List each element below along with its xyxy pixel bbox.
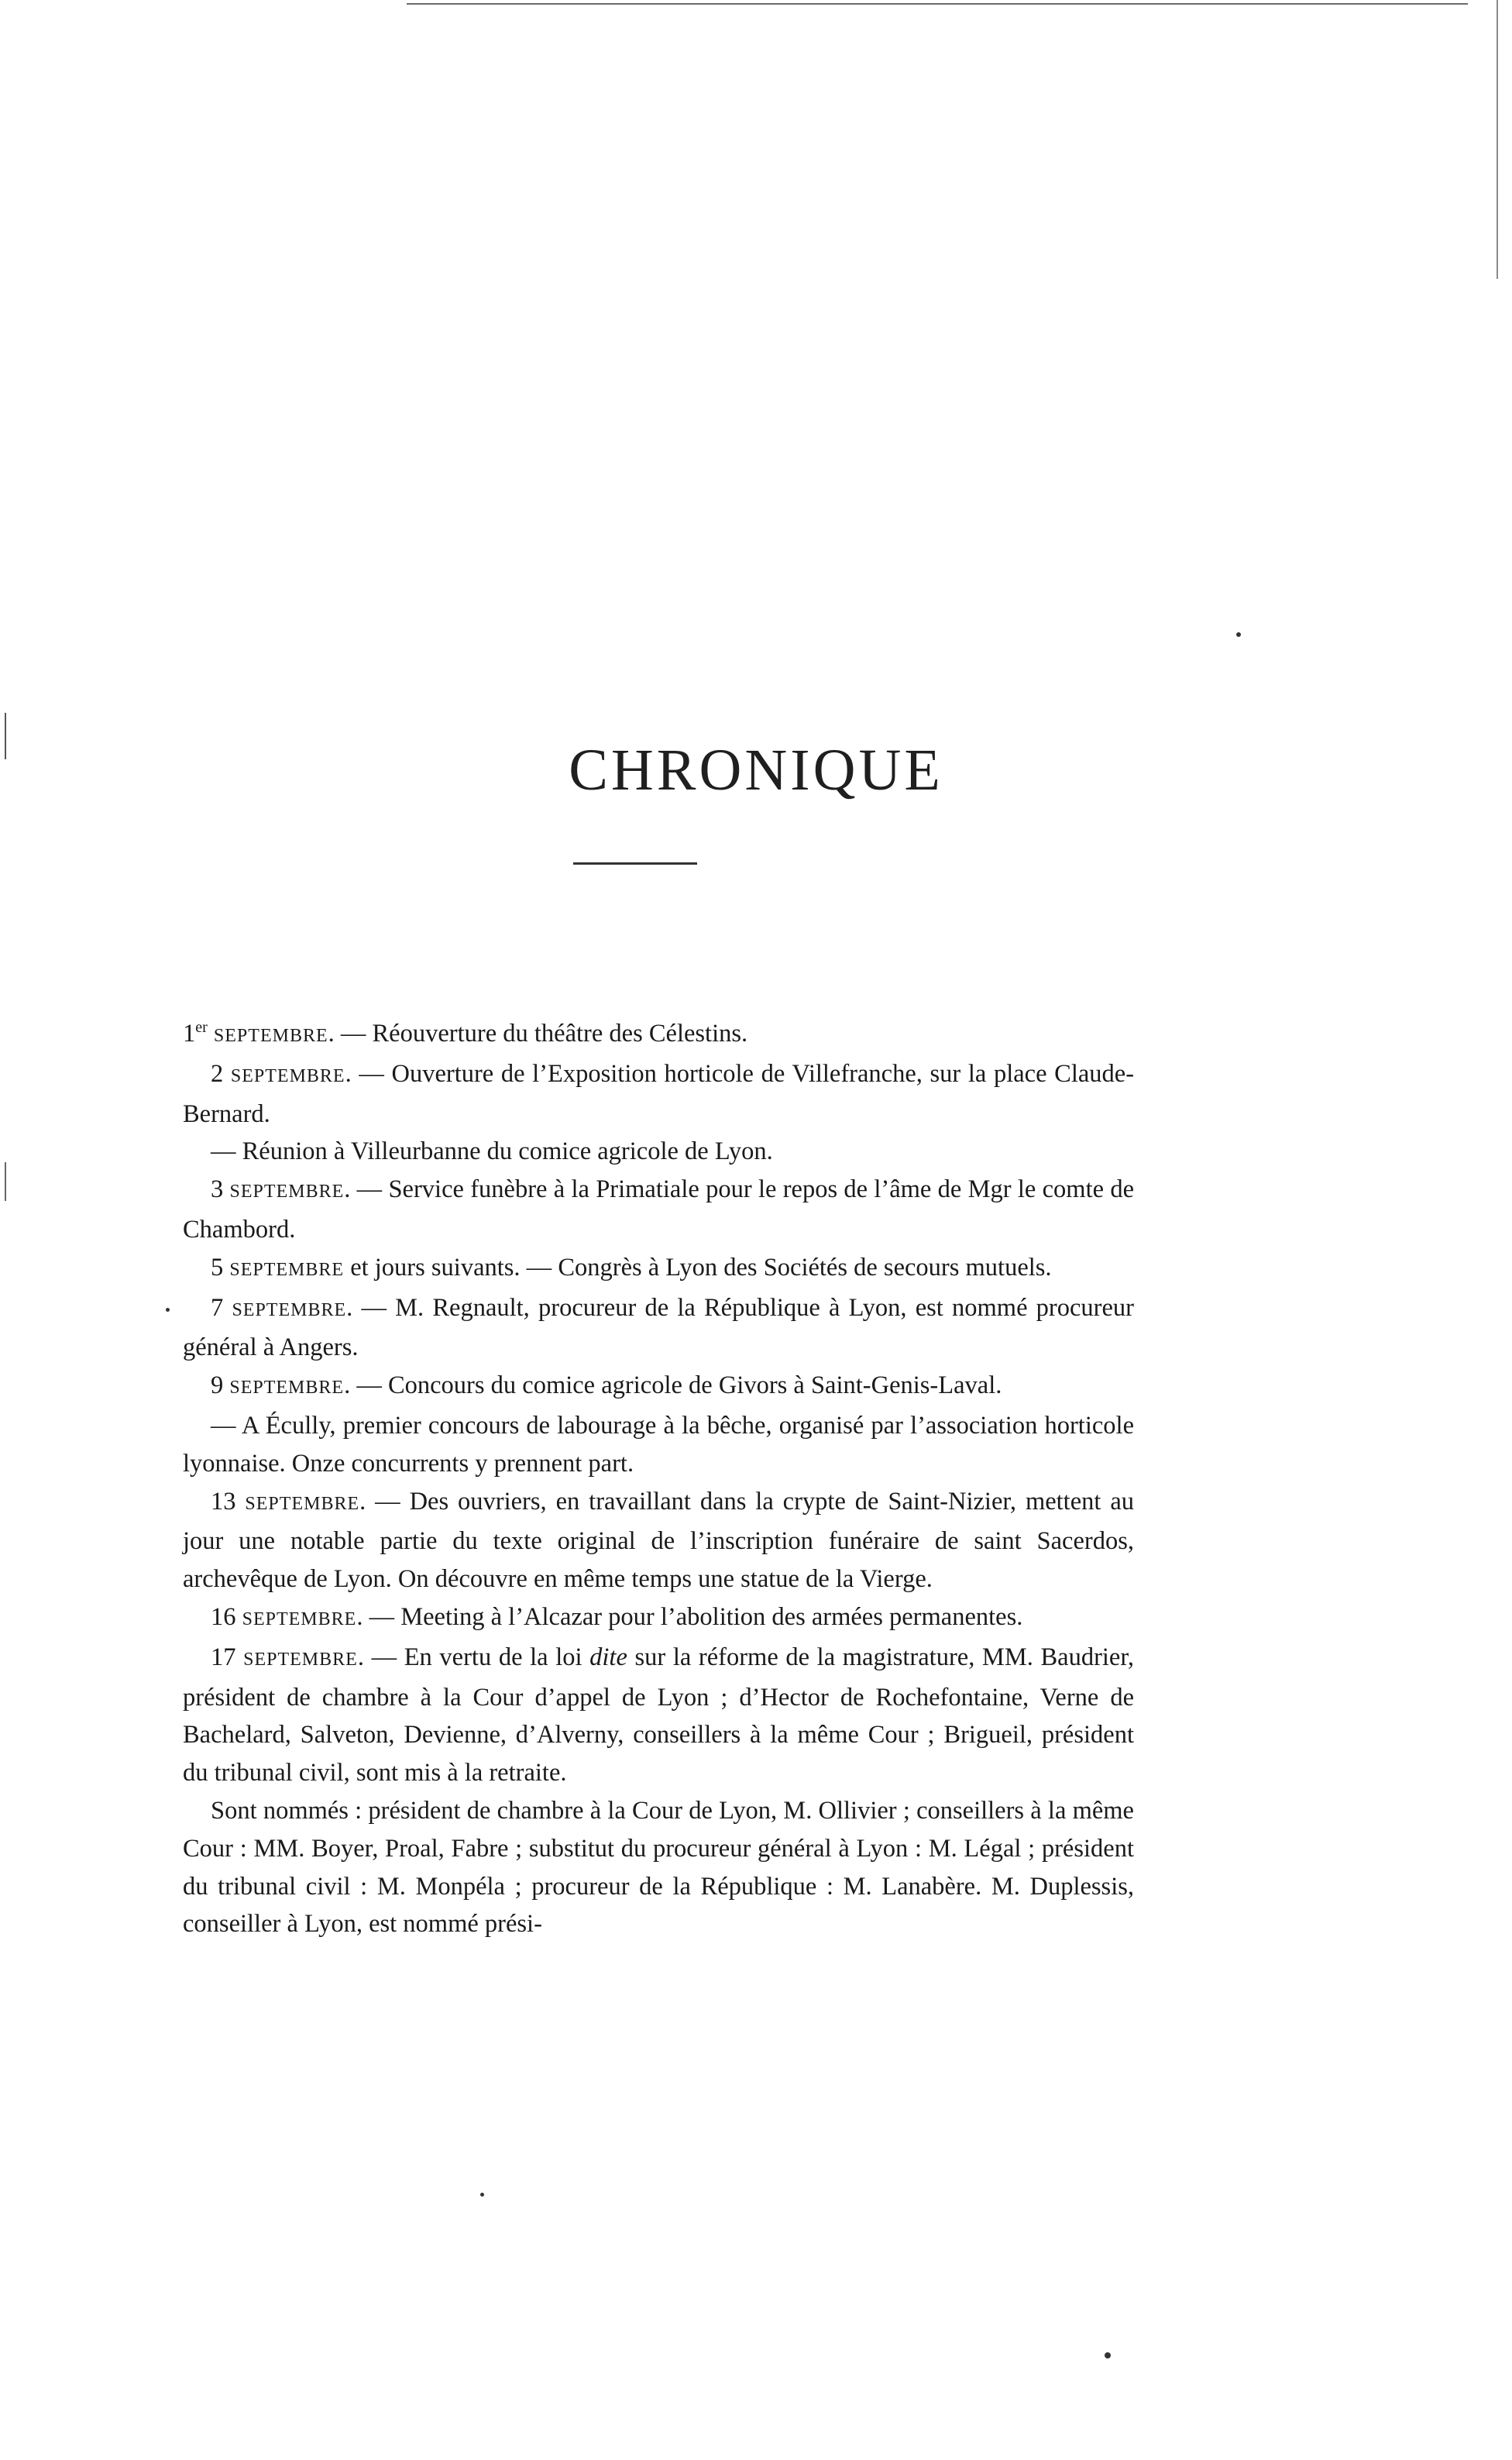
title-divider: [573, 862, 697, 865]
entry-text: Concours du comice agricole de Givors à Saint-Genis-Laval.: [387, 1371, 1002, 1400]
entry-paragraph: 1er SEPTEMBRE. — Réouverture du théâtre des Célestins.: [183, 1019, 748, 1048]
entry-text: M. Regnault, procureur de la République à Lyon, est nommé procureur général à Angers.: [183, 1293, 1135, 1362]
scan-speck: [1105, 2352, 1111, 2359]
entry-paragraph: — Réunion à Villeurbanne du comice agricole de Lyon.: [211, 1137, 773, 1166]
entry-text: Service funèbre à la Primatiale pour le repos de l’âme de Mgr le comte de Chambord.: [183, 1175, 1134, 1244]
nominations-paragraph: Sont nommés : président de chambre à la Cour de Lyon, M. Ollivier ; conseillers à la même Cour : MM. Boyer, Proal, Fabre ; substitut du procureur général à Lyon : M. Légal ; président du tribunal civil : M. Monpéla ; procureur de la République : M. Lanabère. M. Duplessis, conseiller à Lyon, est nommé prési-: [183, 1796, 1134, 1939]
date-label: SEPTEMBRE: [229, 1378, 345, 1399]
entry-paragraph: 9 SEPTEMBRE. — Concours du comice agricole de Givors à Saint-Genis-Laval.: [211, 1371, 1002, 1400]
date-label: SEPTEMBRE: [245, 1493, 360, 1514]
entry-paragraph: 16 SEPTEMBRE. — Meeting à l’Alcazar pour l’abolition des armées permanentes.: [211, 1602, 1023, 1631]
date-label: SEPTEMBRE: [230, 1065, 345, 1086]
entry-paragraph: 3 SEPTEMBRE. — Service funèbre à la Primatiale pour le repos de l’âme de Mgr le comte de Chambord.: [183, 1175, 1134, 1244]
entry-paragraph: 5 SEPTEMBRE et jours suivants. — Congrès à Lyon des Sociétés de secours mutuels.: [211, 1253, 1052, 1282]
scan-speck: [166, 1308, 170, 1312]
entry-text: Des ouvriers, en travaillant dans la crypte de Saint-Nizier, mettent au jour une notable partie du texte original de l’inscription funéraire de saint Sacerdos, archevêque de Lyon. On découvre en même temps une statue de la Vierge.: [183, 1487, 1135, 1594]
scan-left-mark-lower: [5, 1162, 6, 1201]
entry-text: Congrès à Lyon des Sociétés de secours mutuels.: [558, 1253, 1052, 1282]
date-label: SEPTEMBRE: [243, 1649, 358, 1670]
date-label: SEPTEMBRE: [229, 1182, 345, 1202]
emphasized-word: dite: [589, 1643, 627, 1671]
date-label: SEPTEMBRE: [242, 1608, 357, 1629]
entry-text: Réouverture du théâtre des Célestins.: [372, 1020, 748, 1048]
entry-text: En vertu de la loi: [404, 1643, 590, 1671]
entry-paragraph: 13 SEPTEMBRE. — Des ouvriers, en travaillant dans la crypte de Saint-Nizier, mettent au jour une notable partie du texte original de l’inscription funéraire de saint Sacerdos, archevêque de Lyon. On découvre en même temps une statue de la Vierge.: [183, 1487, 1135, 1594]
entry-text: Meeting à l’Alcazar pour l’abolition des armées permanentes.: [400, 1602, 1023, 1631]
date-label: SEPTEMBRE: [232, 1299, 347, 1320]
date-label: SEPTEMBRE: [213, 1026, 328, 1046]
date-label: SEPTEMBRE: [229, 1259, 345, 1280]
chronicle-body: [183, 1015, 1134, 1943]
entry-text: Ouverture de l’Exposition horticole de Villefranche, sur la place Claude-Bernard.: [183, 1059, 1135, 1128]
entry-text: Réunion à Villeurbanne du comice agricole de Lyon.: [242, 1137, 773, 1166]
entry-text: sur la réforme de la magistrature, MM. Baudrier, président de chambre à la Cour d’appel de Lyon ; d’Hector de Rochefontaine, Verne de Bachelard, Salveton, Devienne, d’Alverny, conseillers à la même Cour ; Brigueil, président du tribunal civil, sont mis à la retraite.: [183, 1643, 1135, 1787]
entry-text: A Écully, premier concours de labourage à la bêche, organisé par l’association horticole lyonnaise. Onze concurrents y prennent part.: [183, 1411, 1134, 1478]
scan-top-edge: [407, 3, 1468, 5]
entry-paragraph: — A Écully, premier concours de labourage à la bêche, organisé par l’association horticole lyonnaise. Onze concurrents y prennent part.: [183, 1411, 1134, 1478]
page-title: CHRONIQUE: [569, 737, 943, 803]
entry-paragraph: 17 SEPTEMBRE. — En vertu de la loi dite sur la réforme de la magistrature, MM. Baudrier, président de chambre à la Cour d’appel de Lyon ; d’Hector de Rochefontaine, Verne de Bachelard, Salveton, Devienne, d’Alverny, conseillers à la même Cour ; Brigueil, président du tribunal civil, sont mis à la retraite.: [183, 1643, 1135, 1787]
scan-speck: [480, 2193, 484, 2197]
scan-speck: [1236, 632, 1241, 637]
entry-paragraph: 7 SEPTEMBRE. — M. Regnault, procureur de la République à Lyon, est nommé procureur général à Angers.: [183, 1293, 1135, 1362]
entry-paragraph: 2 SEPTEMBRE. — Ouverture de l’Exposition horticole de Villefranche, sur la place Claude-Bernard.: [183, 1059, 1135, 1128]
scan-right-edge: [1497, 0, 1498, 279]
